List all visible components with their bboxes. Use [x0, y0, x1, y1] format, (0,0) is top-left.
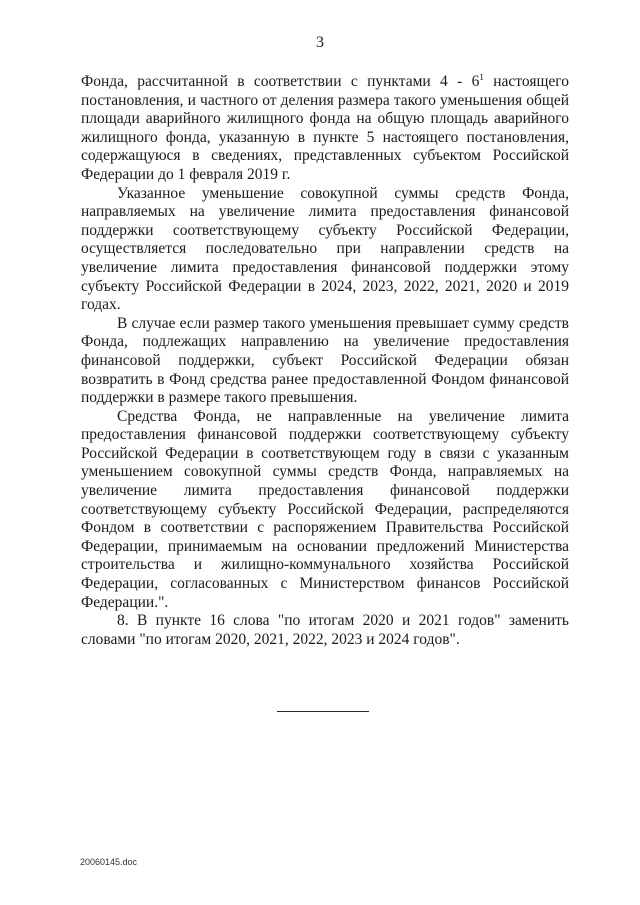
paragraph-1-text-end: настоящего постановления, и частного от деления размера такого уменьшения общей площади аварийного жилищного фонда на общую площадь аварийного жилищного фонда, указанную в пункте 5 настоящего постановления, содержащуюся в сведениях, представленных субъектом Российской Федерации до 1 февраля 2019 г. [81, 73, 569, 183]
paragraph-4: Средства Фонда, не направленные на увеличение лимита предоставления финансовой поддержки соответствующему субъекту Российской Федерации в соответствующем году в связи с указанным уменьшением совокупной суммы средств Фонда, направляемых на увеличение лимита предоставления финансовой поддержки соответствующему субъекту Российской Федерации, распределяются Фондом в соответствии с распоряжением Правительства Российской Федерации, принимаемым на основании предложений Министерства строительства и жилищно-коммунального хозяйства Российской Федерации, согласованных с Министерством финансов Российской Федерации.". [81, 407, 569, 611]
paragraph-3: В случае если размер такого уменьшения превышает сумму средств Фонда, подлежащих направлению на увеличение предоставления финансовой поддержки, субъект Российской Федерации обязан возвратить в Фонд средства ранее предоставленной Фондом финансовой поддержки в размере такого превышения. [81, 314, 569, 407]
page-number: 3 [316, 34, 324, 51]
footer-file-name: 20060145.doc [80, 857, 138, 867]
end-separator-line [277, 711, 369, 712]
paragraph-2: Указанное уменьшение совокупной суммы средств Фонда, направляемых на увеличение лимита предоставления финансовой поддержки соответствующему субъекту Российской Федерации, осуществляется последовательно при направлении средств на увеличение лимита предоставления финансовой поддержки этому субъекту Российской Федерации в 2024, 2023, 2022, 2021, 2020 и 2019 годах. [81, 184, 569, 314]
paragraph-5: 8. В пункте 16 слова "по итогам 2020 и 2021 годов" заменить словами "по итогам 2020, 2021, 2022, 2023 и 2024 годов". [81, 612, 569, 648]
paragraph-1-text-start: Фонда, рассчитанной в соответствии с пунктами 4 - 6 [81, 73, 480, 90]
document-body [81, 73, 569, 649]
superscript-marker: 1 [479, 72, 484, 82]
paragraph-1 [81, 73, 569, 185]
